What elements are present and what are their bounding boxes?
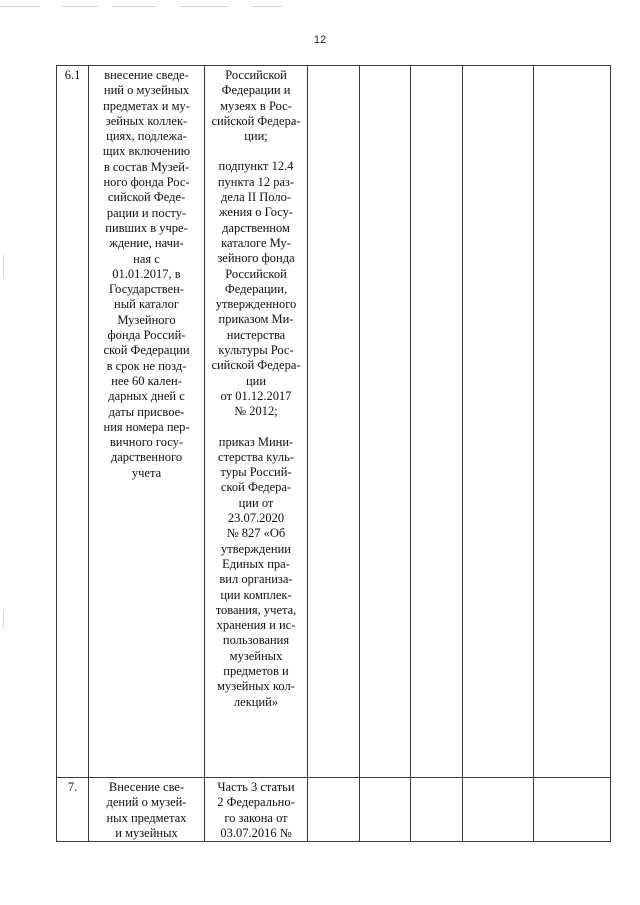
- scan-top-mark: [252, 6, 282, 7]
- basis-paragraph: Часть 3 статьи 2 Федерально- го закона от 03.07.2016 №: [217, 780, 295, 840]
- subject-text: Внесение све- дений о музей- ных предметах и музейных: [106, 780, 187, 840]
- scan-top-mark: [112, 6, 156, 7]
- empty-cell: [360, 66, 411, 778]
- scan-top-mark: [62, 6, 98, 7]
- empty-cell: [411, 778, 463, 842]
- empty-cell: [463, 778, 534, 842]
- scan-edge-mark: [3, 255, 4, 277]
- row-subject: [89, 66, 205, 778]
- scan-top-mark: [180, 6, 228, 7]
- empty-cell: [534, 778, 611, 842]
- table-row: [57, 778, 611, 842]
- basis-paragraph: Российской Федерации и музеях в Рос- сийской Федера- ции;: [211, 68, 301, 144]
- page-number: 12: [313, 34, 327, 46]
- row-number: 6.1: [57, 66, 89, 778]
- subject-text: внесение сведе- ний о музейных предметах и му- зейных коллек- циях, подлежа- щих включению в состав Музей- ного фонда Рос- сийской Феде- рации и посту- пивших в учре- ждение, начи- ная с 01.01.2017, в Государствен- ный каталог Музейного фонда Россий- ской Федерации в срок не позд- нее 60 кален- дарных дней с даты присвое- ния номера пер- вичного госу- дарственного учета: [102, 68, 191, 480]
- row-number: 7.: [57, 778, 89, 842]
- empty-cell: [308, 66, 360, 778]
- basis-paragraph: приказ Мини- стерства куль- туры Россий- ской Федера- ции от 23.07.2020 № 827 «Об утверждении Единых пра- вил организа- ции комплек- тования, учета, хранения и ис- пользования музейных предметов и музейных кол- лекций»: [215, 434, 297, 709]
- row-legal-basis: [205, 778, 308, 842]
- table-row: [57, 66, 611, 778]
- row-legal-basis: [205, 66, 308, 778]
- empty-cell: [411, 66, 463, 778]
- empty-cell: [463, 66, 534, 778]
- empty-cell: [308, 778, 360, 842]
- requirements-table: [56, 65, 611, 842]
- empty-cell: [360, 778, 411, 842]
- scan-top-mark: [0, 6, 40, 7]
- basis-paragraph: подпункт 12.4 пункта 12 раз- дела II Поло- жения о Госу- дарственном каталоге Му- зейного фонда Российской Федерации, утвержденного приказом Ми- нистерства культуры Рос- сийской Федера- ции от 01.12.2017 № 2012;: [211, 159, 301, 419]
- scan-edge-mark: [3, 610, 4, 628]
- empty-cell: [534, 66, 611, 778]
- row-subject: [89, 778, 205, 842]
